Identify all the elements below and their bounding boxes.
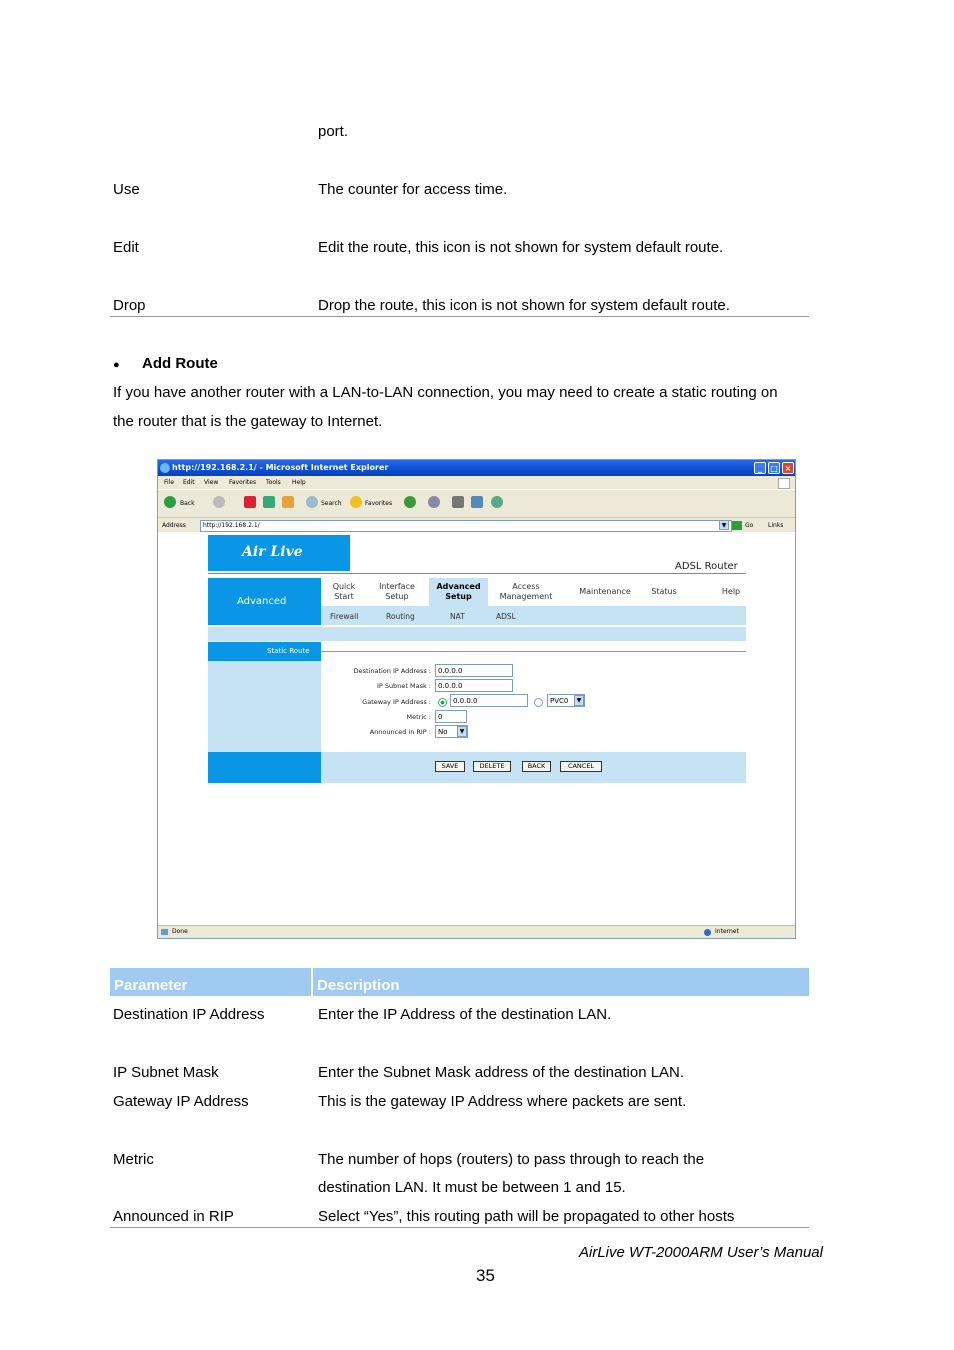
table-rule-top	[110, 316, 809, 317]
nav-interface-setup[interactable]	[371, 582, 423, 602]
back-label[interactable]: Back	[180, 500, 195, 507]
table-row-1-desc: Enter the Subnet Mask address of the destination LAN.	[318, 1064, 685, 1081]
subnav-routing[interactable]: Routing	[386, 612, 415, 621]
rip-dropdown-icon[interactable]: ▼	[457, 726, 467, 737]
maximize-icon[interactable]: □	[768, 462, 780, 474]
table-row-3-param: Metric	[113, 1151, 154, 1168]
address-bar	[158, 517, 795, 533]
save-button[interactable]: SAVE	[435, 761, 465, 772]
menu-bar	[158, 476, 795, 489]
param-drop: Drop	[113, 297, 146, 314]
header-divider	[208, 573, 746, 574]
dest-ip-label: Destination IP Address :	[353, 667, 431, 675]
nav-advanced-setup-l1: Advanced	[436, 582, 481, 591]
menu-view[interactable]: View	[204, 479, 219, 486]
edit-page-icon[interactable]	[471, 496, 483, 508]
subnav-adsl[interactable]: ADSL	[496, 612, 516, 621]
nav-advanced-setup[interactable]	[429, 582, 488, 602]
nav-status[interactable]: Status	[651, 587, 677, 596]
address-input[interactable]: http://192.168.2.1/	[200, 520, 732, 532]
print-icon[interactable]	[452, 496, 464, 508]
browser-screenshot	[157, 459, 796, 939]
subnav-firewall[interactable]: Firewall	[330, 612, 359, 621]
desc-drop: Drop the route, this icon is not shown for system default route.	[318, 297, 730, 314]
refresh-icon[interactable]	[263, 496, 275, 508]
menu-tools[interactable]: Tools	[266, 479, 281, 486]
table-row-0-desc: Enter the IP Address of the destination LAN.	[318, 1006, 612, 1023]
table-row-3-desc-line2: destination LAN. It must be between 1 and 15.	[318, 1179, 626, 1196]
page-done-icon	[161, 929, 168, 935]
panel-label: Static Route	[267, 647, 310, 655]
nav-interface-setup-l2: Setup	[385, 592, 409, 601]
nav-maintenance[interactable]: Maintenance	[579, 587, 631, 596]
favorites-star-icon[interactable]	[350, 496, 362, 508]
back-button[interactable]: BACK	[522, 761, 551, 772]
product-name: ADSL Router	[675, 561, 738, 572]
panel-divider	[321, 651, 746, 652]
forward-arrow-icon[interactable]	[213, 496, 225, 508]
spacer-bar	[208, 627, 746, 641]
messenger-icon[interactable]	[491, 496, 503, 508]
rip-select[interactable]: No	[435, 725, 468, 738]
status-zone: Internet	[715, 928, 739, 935]
gateway-ip-radio[interactable]	[438, 698, 447, 707]
history-icon[interactable]	[404, 496, 416, 508]
page-number: 35	[476, 1266, 495, 1285]
windows-logo-icon	[778, 478, 790, 489]
nav-help[interactable]: Help	[721, 587, 741, 596]
internet-zone-icon	[704, 929, 711, 936]
pvc-select[interactable]: PVC0	[547, 694, 585, 707]
table-row-2-param: Gateway IP Address	[113, 1093, 249, 1110]
section-label: Advanced	[237, 596, 287, 607]
rip-label: Announced in RIP :	[369, 728, 431, 736]
metric-input[interactable]: 0	[435, 710, 467, 723]
close-icon[interactable]: ×	[782, 462, 794, 474]
status-done: Done	[172, 928, 188, 935]
logo-banner	[208, 535, 350, 571]
table-row-2-desc: This is the gateway IP Address where packets are sent.	[318, 1093, 687, 1110]
subnav-nat[interactable]: NAT	[450, 612, 465, 621]
metric-label: Metric :	[406, 713, 431, 721]
nav-access-management[interactable]	[493, 582, 559, 602]
nav-quick-start[interactable]	[323, 582, 365, 602]
table-rule-bottom	[110, 1227, 809, 1228]
port-continuation: port.	[318, 123, 349, 140]
table-row-4-desc: Select “Yes”, this routing path will be propagated to other hosts	[318, 1208, 735, 1225]
cancel-button[interactable]: CANCEL	[560, 761, 602, 772]
browser-statusbar	[158, 925, 795, 938]
menu-help[interactable]: Help	[292, 479, 306, 486]
mail-icon[interactable]	[428, 496, 440, 508]
desc-use: The counter for access time.	[318, 181, 508, 198]
param-edit: Edit	[113, 239, 139, 256]
bullet: ●	[113, 359, 120, 371]
subnet-mask-input[interactable]: 0.0.0.0	[435, 679, 513, 692]
go-arrow-icon[interactable]	[732, 521, 742, 530]
nav-advanced-setup-l2: Setup	[445, 592, 472, 601]
home-icon[interactable]	[282, 496, 294, 508]
search-label[interactable]: Search	[321, 500, 342, 507]
nav-access-management-l2: Management	[499, 592, 553, 601]
links-label[interactable]: Links	[768, 522, 784, 529]
airlive-logo: Air Live	[242, 544, 303, 560]
window-titlebar	[158, 460, 795, 476]
panel-left-column	[208, 661, 321, 752]
table-row-4-param: Announced in RIP	[113, 1208, 234, 1225]
param-use: Use	[113, 181, 140, 198]
section-paragraph-line1: If you have another router with a LAN-to-LAN connection, you may need to create a static routing on	[113, 384, 778, 401]
subnav-bar	[321, 606, 746, 625]
desc-edit: Edit the route, this icon is not shown for system default route.	[318, 239, 724, 256]
table-row-0-param: Destination IP Address	[113, 1006, 265, 1023]
menu-edit[interactable]: Edit	[183, 479, 195, 486]
back-arrow-icon[interactable]	[164, 496, 176, 508]
address-dropdown-icon[interactable]: ▼	[719, 520, 729, 530]
router-page	[159, 532, 795, 926]
search-icon[interactable]	[306, 496, 318, 508]
favorites-label[interactable]: Favorites	[365, 500, 393, 507]
dest-ip-input[interactable]: 0.0.0.0	[435, 664, 513, 677]
delete-button[interactable]: DELETE	[473, 761, 511, 772]
subnet-mask-label: IP Subnet Mask :	[376, 682, 431, 690]
nav-access-management-l1: Access	[512, 582, 540, 591]
gateway-ip-input[interactable]: 0.0.0.0	[450, 694, 528, 707]
table-row-3-desc: The number of hops (routers) to pass through to reach the	[318, 1151, 705, 1168]
pvc-radio[interactable]	[534, 698, 543, 707]
table-header-param: Parameter	[110, 968, 311, 996]
gateway-ip-label: Gateway IP Address :	[362, 698, 431, 706]
section-heading: Add Route	[142, 355, 218, 372]
panel-label-box	[208, 642, 321, 661]
table-row-1-param: IP Subnet Mask	[113, 1064, 219, 1081]
address-label: Address	[162, 522, 186, 529]
stop-icon[interactable]	[244, 496, 256, 508]
table-header-desc: Description	[313, 968, 809, 996]
minimize-icon[interactable]: _	[754, 462, 766, 474]
section-box	[208, 578, 321, 625]
ie-icon	[160, 463, 170, 473]
menu-favorites[interactable]: Favorites	[229, 479, 257, 486]
nav-interface-setup-l1: Interface	[379, 582, 415, 591]
nav-quick-start-l1: Quick	[332, 582, 356, 591]
buttonbar-left	[208, 752, 321, 783]
nav-quick-start-l2: Start	[334, 592, 354, 601]
go-label[interactable]: Go	[745, 522, 754, 529]
section-paragraph-line2: the router that is the gateway to Internet.	[113, 413, 383, 430]
pvc-dropdown-icon[interactable]: ▼	[574, 695, 584, 706]
window-title: http://192.168.2.1/ - Microsoft Internet Explorer	[172, 463, 389, 472]
footer-manual-title: AirLive WT-2000ARM User’s Manual	[579, 1244, 823, 1261]
browser-toolbar	[158, 489, 795, 518]
menu-file[interactable]: File	[164, 479, 175, 486]
